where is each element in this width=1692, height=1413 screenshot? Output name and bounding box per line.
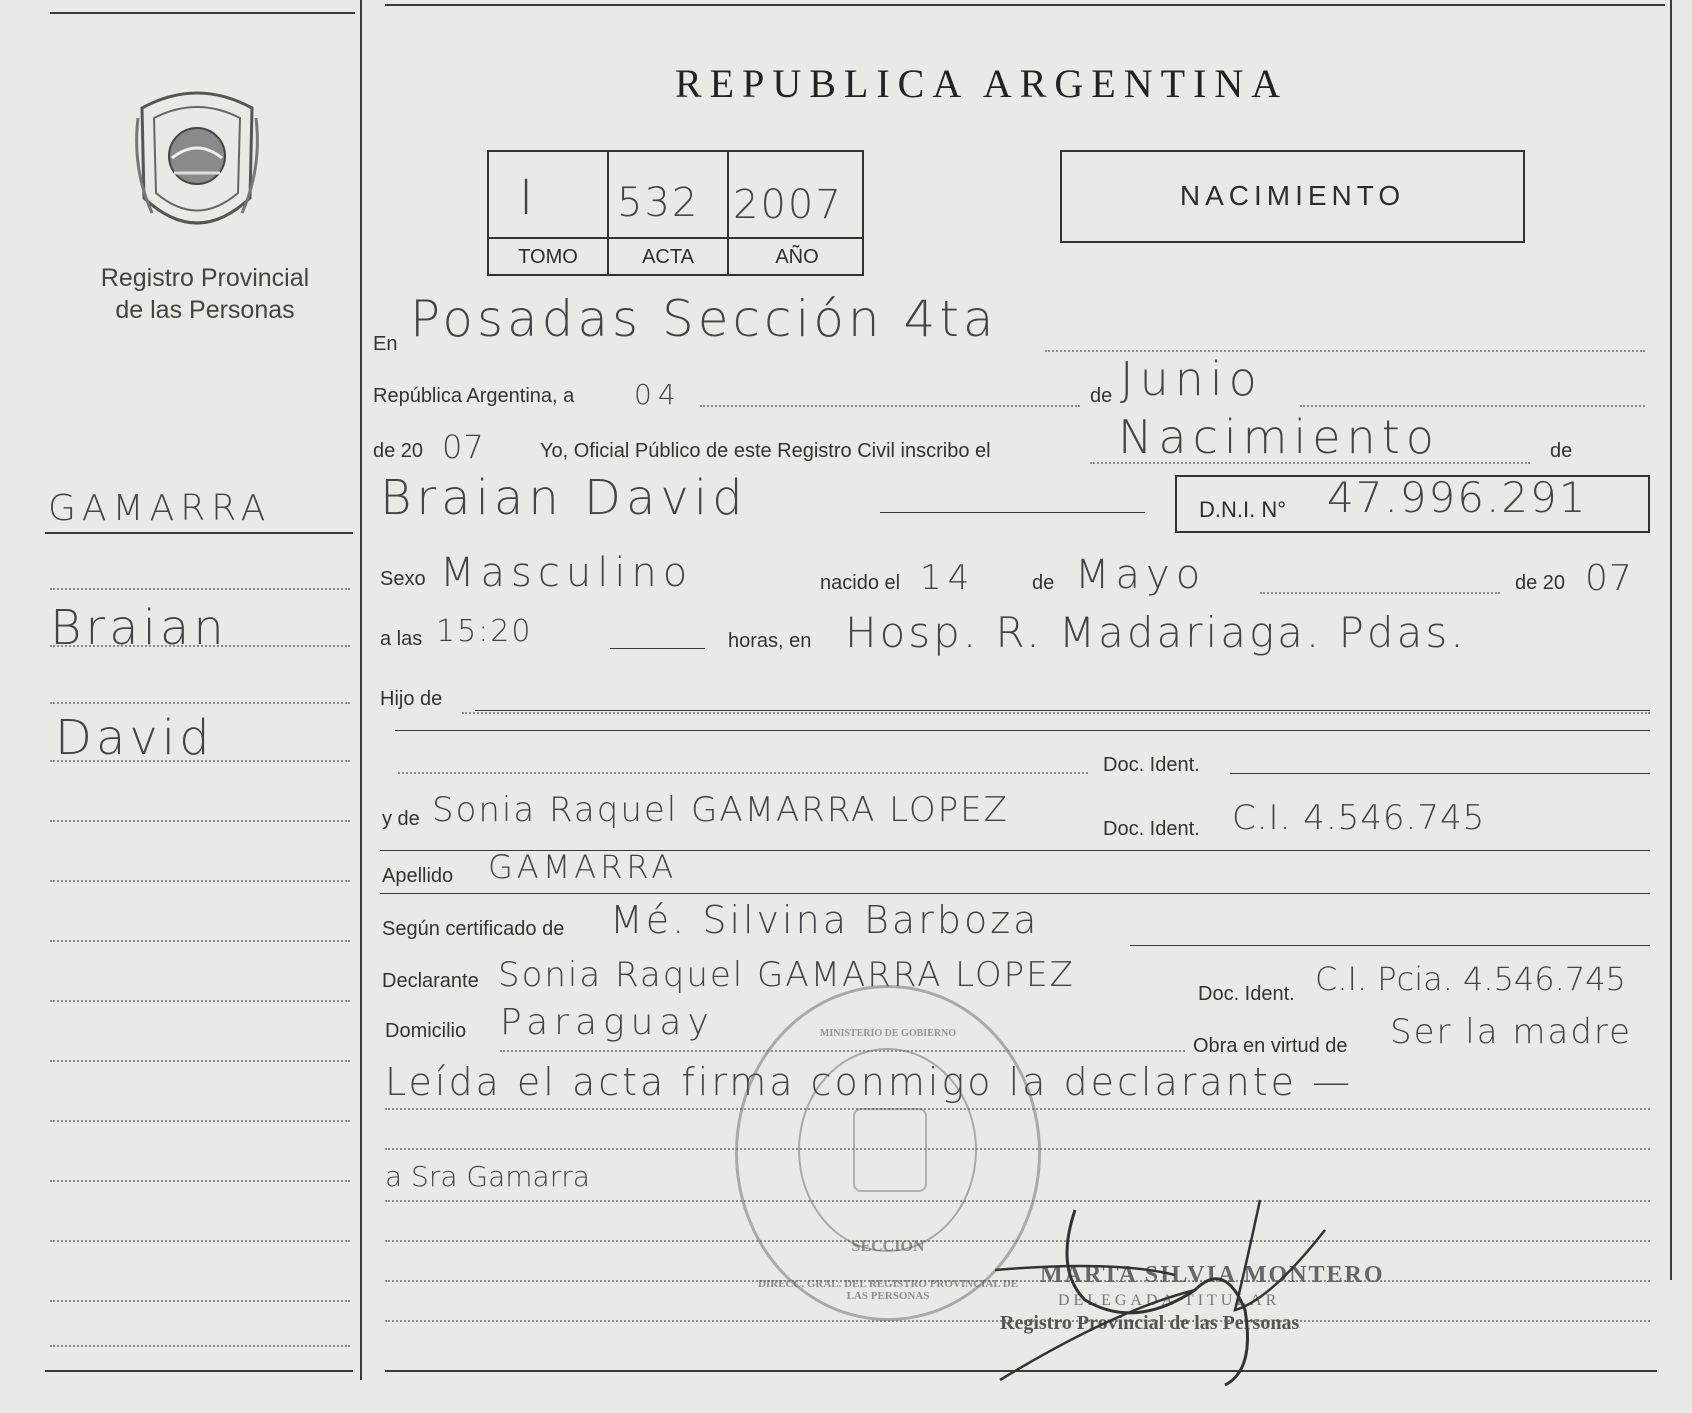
acto-value: Nacimiento [1118, 410, 1440, 464]
horas-label: horas, en [728, 630, 812, 652]
bottom-left-rule [45, 1370, 353, 1372]
mother-doc: C.I. 4.546.745 [1232, 798, 1486, 838]
day-value: 04 [634, 378, 682, 411]
de20-label: de 20 [1515, 572, 1566, 594]
nota-text: a Sra Gamarra [385, 1160, 590, 1193]
doc-label2: Doc. Ident. [1103, 818, 1200, 840]
seal-inner-text: MINISTERIO DE GOBIERNO [819, 1028, 957, 1039]
margin-line [50, 1345, 350, 1347]
right-edge [1670, 0, 1672, 1280]
name-value: Braian David [380, 470, 748, 526]
margin-line [50, 1060, 350, 1062]
name-line [880, 512, 1145, 513]
signer-org: Registro Provincial de las Personas [1000, 1312, 1300, 1334]
mother-value: Sonia Raquel GAMARRA LOPEZ [432, 790, 1009, 830]
anio-value: 2007 [733, 182, 843, 228]
day-line [700, 405, 1080, 407]
registry-line1: Registro Provincial [100, 264, 310, 292]
margin-line [50, 1240, 350, 1242]
en-label: En [373, 333, 398, 355]
margin-line [50, 1300, 350, 1302]
tomo-label: TOMO [518, 246, 578, 268]
time-value: 15:20 [436, 614, 533, 649]
country-title: REPUBLICA ARGENTINA [675, 61, 1289, 106]
oficial-text: Yo, Oficial Público de este Registro Civil inscribo el [540, 440, 991, 462]
tomo-value: I [519, 170, 534, 226]
seal-text: DIRECC. GRAL. DEL REGISTRO PROVINCIAL DE LAS PERSONAS [757, 1278, 1019, 1302]
top-right-rule [385, 4, 1665, 6]
father-doc-line [1230, 773, 1650, 774]
month-line [1300, 405, 1645, 407]
record-id-table [487, 150, 864, 276]
column-divider [360, 0, 362, 1380]
dni-label: D.N.I. N° [1199, 497, 1287, 522]
birth-year: 07 [1585, 558, 1633, 599]
margin-given2: David [55, 710, 214, 766]
time-line [610, 648, 705, 649]
record-type-box [1060, 150, 1525, 243]
hijo-line2 [475, 710, 1650, 711]
seal-sector: SECCION [851, 1238, 925, 1255]
birth-month: Mayo [1075, 552, 1207, 598]
margin-surname-rule [45, 532, 353, 534]
provincial-logo [132, 88, 262, 238]
margin-line [50, 1000, 350, 1002]
registry-name [60, 262, 350, 326]
birth-day: 14 [920, 558, 976, 598]
year-prefix: de 20 [373, 440, 424, 462]
month-birth-line [1260, 592, 1500, 594]
margin-line [50, 588, 350, 590]
signer-role: DELEGADA TITULAR [1058, 1292, 1281, 1309]
sexo-label: Sexo [380, 568, 426, 590]
record-type: NACIMIENTO [1179, 180, 1406, 211]
leido-text: Leída el acta firma conmigo la declarante — [385, 1060, 1354, 1104]
acto-line [1090, 462, 1530, 464]
margin-line [50, 1180, 350, 1182]
month-value: Junio [1120, 352, 1263, 406]
anio-label: AÑO [775, 246, 819, 268]
signer-name: MARTA SILVIA MONTERO [1040, 1262, 1385, 1288]
declarante-value: Sonia Raquel GAMARRA LOPEZ [498, 955, 1075, 995]
acta-value: 532 [617, 180, 700, 226]
apellido-value: GAMARRA [488, 848, 678, 886]
margin-line [50, 940, 350, 942]
republica-label: República Argentina, a [373, 385, 575, 407]
nacido-label: nacido el [820, 572, 901, 594]
margin-line [50, 1120, 350, 1122]
declarante-doc: C.I. Pcia. 4.546.745 [1315, 960, 1626, 998]
signature [995, 1190, 1375, 1390]
hospital-value: Hosp. R. Madariaga. Pdas. [845, 608, 1467, 657]
domicilio-label: Domicilio [385, 1020, 467, 1042]
table-row-divider [489, 237, 862, 239]
doc-label3: Doc. Ident. [1198, 983, 1295, 1005]
apellido-line [380, 893, 1650, 894]
margin-line [50, 880, 350, 882]
alas-label: a las [380, 628, 423, 650]
hijo-label: Hijo de [380, 688, 443, 710]
de-label2: de [1550, 440, 1573, 462]
registry-line2: de las Personas [115, 296, 295, 324]
de-label3: de [1032, 572, 1055, 594]
hijo-line [462, 712, 1650, 714]
de-label: de [1090, 385, 1113, 407]
margin-surname: GAMARRA [48, 488, 272, 529]
margin-line [50, 760, 350, 762]
margin-line [50, 702, 350, 704]
father-line [398, 772, 1088, 774]
dni-value: 47.996.291 [1327, 473, 1588, 522]
obra-label: Obra en virtud de [1193, 1035, 1348, 1057]
seal-emblem [853, 1108, 927, 1192]
certificado-line [1130, 945, 1650, 946]
declarante-label: Declarante [382, 970, 479, 992]
certificado-value: Mé. Silvina Barboza [610, 898, 1040, 942]
margin-line [50, 645, 350, 647]
yde-label: y de [382, 808, 420, 830]
margin-given1: Braian [50, 600, 228, 656]
doc-label: Doc. Ident. [1103, 754, 1200, 776]
acta-label: ACTA [642, 246, 694, 268]
blank-line [395, 730, 1650, 731]
domicilio-value: Paraguay [500, 1002, 715, 1043]
sexo-value: Masculino [440, 550, 694, 596]
year-suffix: 07 [442, 428, 485, 466]
place-value: Posadas Sección 4ta [410, 290, 998, 348]
margin-line [50, 820, 350, 822]
obra-value: Ser la madre [1390, 1012, 1633, 1052]
apellido-label: Apellido [382, 865, 454, 887]
segun-label: Según certificado de [382, 918, 565, 940]
top-left-rule [50, 12, 355, 14]
dni-box [1175, 475, 1650, 533]
